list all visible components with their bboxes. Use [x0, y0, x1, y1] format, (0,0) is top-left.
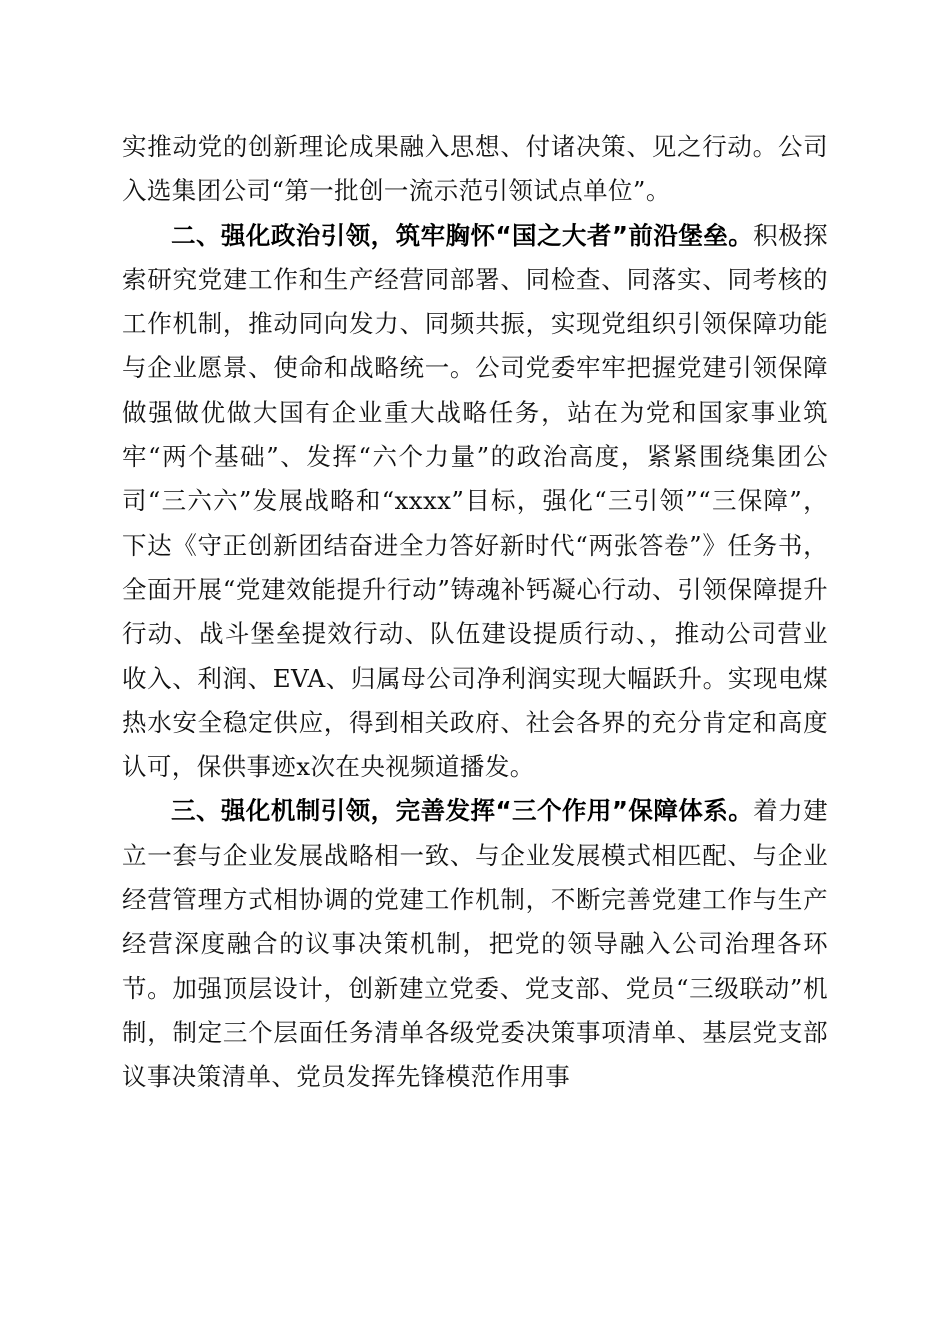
paragraph-continuation [122, 125, 828, 214]
paragraph-text: 着力建立一套与企业发展战略相一致、与企业发展模式相匹配、与企业经营管理方式相协调的党建工作机制，不断完善党建工作与生产经营深度融合的议事决策机制，把党的领导融入公司治理各环节。加强顶层设计，创新建立党委、党支部、党员“三级联动”机制，制定三个层面任务清单各级党委决策事项清单、基层党支部议事决策清单、党员发挥先锋模范作用事 [122, 796, 828, 1092]
document-body [122, 125, 828, 1100]
paragraph-section-three [122, 789, 828, 1099]
paragraph-text: 实推动党的创新理论成果融入思想、付诸决策、见之行动。公司入选集团公司“第一批创一流示范引领试点单位”。 [122, 132, 828, 206]
section-heading: 二、强化政治引领，筑牢胸怀“国之大者”前沿堡垒。 [171, 220, 754, 250]
paragraph-section-two [122, 214, 828, 790]
paragraph-text: 积极探索研究党建工作和生产经营同部署、同检查、同落实、同考核的工作机制，推动同向发力、同频共振，实现党组织引领保障功能与企业愿景、使命和战略统一。公司党委牢牢把握党建引领保障做强做优做大国有企业重大战略任务，站在为党和国家事业筑牢“两个基础”、发挥“六个力量”的政治高度，紧紧围绕集团公司“三六六”发展战略和“xxxx”目标，强化“三引领”“三保障”，下达《守正创新团结奋进全力答好新时代“两张答卷”》任务书，全面开展“党建效能提升行动”铸魂补钙凝心行动、引领保障提升行动、战斗堡垒提效行动、队伍建设提质行动、，推动公司营业收入、利润、EVA、归属母公司净利润实现大幅跃升。实现电煤热水安全稳定供应，得到相关政府、社会各界的充分肯定和高度认可，保供事迹x次在央视频道播发。 [122, 220, 828, 782]
section-heading: 三、强化机制引领，完善发挥“三个作用”保障体系。 [171, 796, 754, 826]
